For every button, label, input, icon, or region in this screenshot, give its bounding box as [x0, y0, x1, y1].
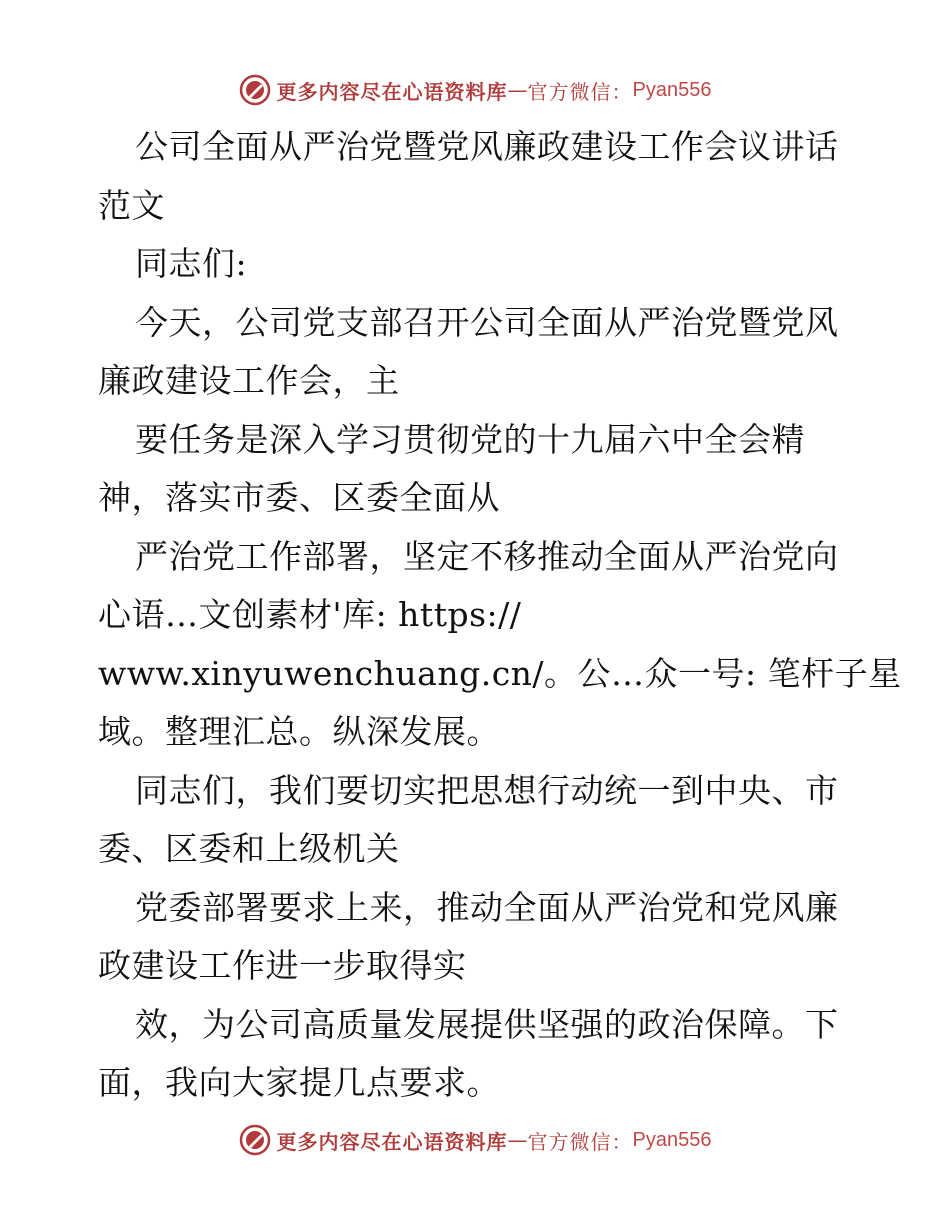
document-body — [98, 118, 902, 1113]
text-line: 廉政建设工作会，主 — [98, 361, 400, 400]
text-line: 政建设工作进一步取得实 — [98, 946, 467, 985]
banner-dash: — — [507, 1128, 528, 1152]
footer-watermark-banner — [0, 1120, 950, 1160]
text-line: 神，落实市委、区委全面从 — [98, 478, 500, 517]
text-line: www.xinyuwenchuang.cn/。公…众一号: 笔杆子星 — [98, 653, 902, 693]
banner-wechat-id: Pyan556 — [632, 78, 712, 101]
banner-dash: — — [507, 78, 528, 102]
text-line: 严治党工作部署，坚定不移推动全面从严治党向 — [135, 536, 839, 576]
text-line: 效，为公司高质量发展提供坚强的政治保障。下 — [135, 1004, 839, 1044]
text-line: 同志们: — [135, 244, 248, 283]
pen-logo-icon — [239, 74, 271, 106]
text-line: 范文 — [98, 185, 165, 225]
text-line: 委、区委和上级机关 — [98, 829, 400, 868]
banner-text: 更多内容尽在心语资料库 — [276, 79, 508, 104]
pen-logo-icon — [239, 1124, 271, 1156]
text-line: 今天，公司党支部召开公司全面从严治党暨党风 — [135, 302, 839, 342]
text-line: 公司全面从严治党暨党风廉政建设工作会议讲话 — [135, 127, 839, 166]
banner-wechat-id: Pyan556 — [632, 1128, 712, 1151]
text-line: 党委部署要求上来，推动全面从严治党和党风廉 — [135, 887, 839, 927]
text-line: 同志们，我们要切实把思想行动统一到中央、市 — [135, 770, 839, 810]
banner-text: 更多内容尽在心语资料库 — [276, 1129, 508, 1154]
text-line: 要任务是深入学习贯彻党的十九届六中全会精 — [135, 419, 805, 459]
text-line: 域。整理汇总。纵深发展。 — [98, 712, 500, 751]
header-watermark-banner — [0, 70, 950, 110]
text-line: 心语…文创素材'库: https:// — [98, 595, 522, 634]
text-line: 面，我向大家提几点要求。 — [98, 1063, 500, 1102]
banner-wechat-label: 官方微信： — [527, 79, 633, 104]
banner-wechat-label: 官方微信： — [527, 1129, 633, 1154]
